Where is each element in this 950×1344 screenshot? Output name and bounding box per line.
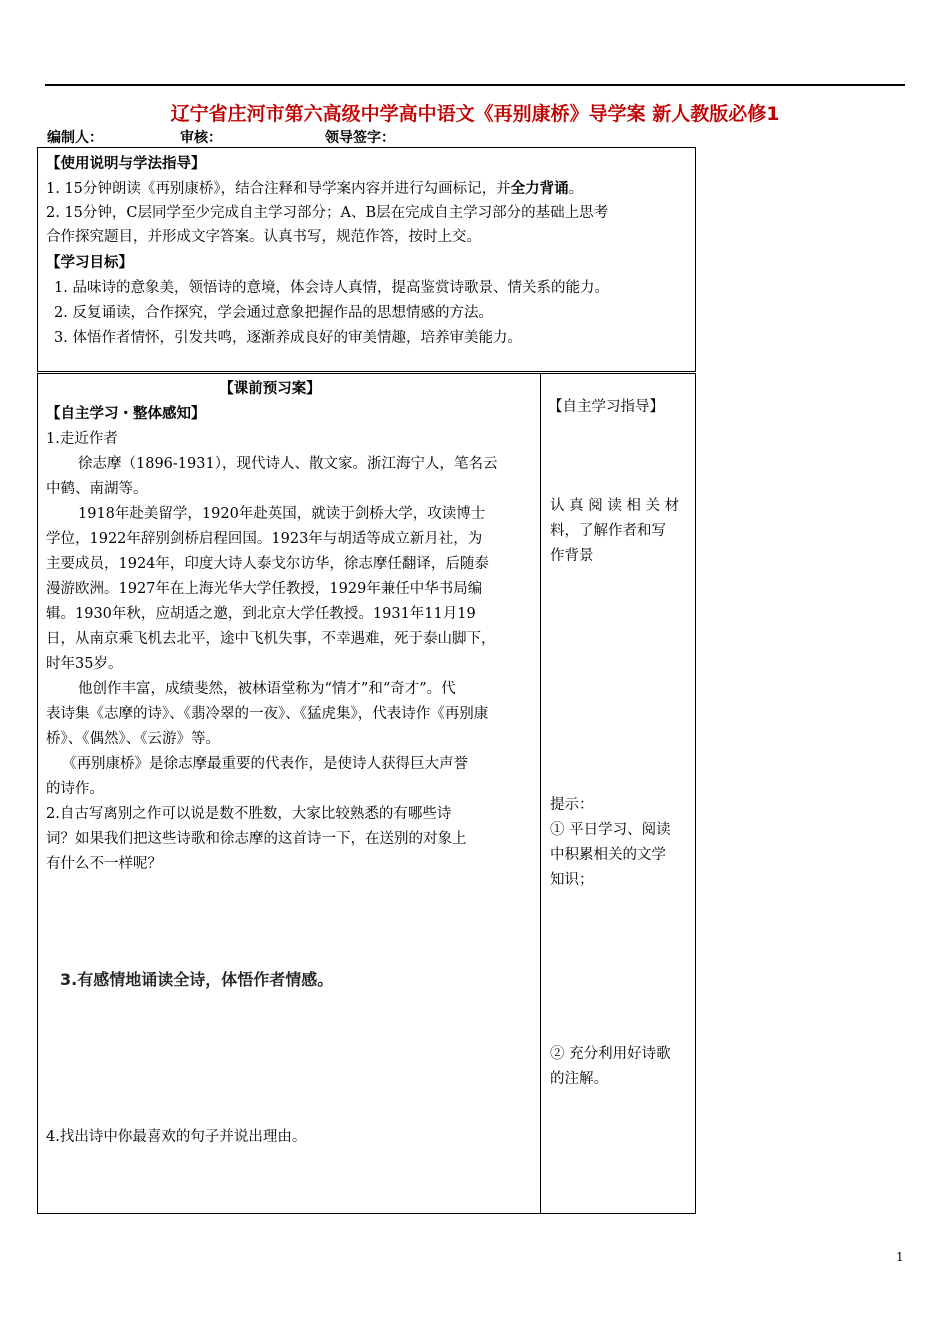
author-bio-line: 学位，1922年辞别剑桥启程回国。1923年与胡适等成立新月社，为	[46, 531, 483, 547]
self-study-heading: 【自主学习・整体感知】	[46, 406, 206, 422]
reviewer-label: 审核：	[180, 130, 222, 146]
author-bio-line: 漫游欧洲。1927年在上海光华大学任教授，1929年兼任中华书局编	[46, 581, 483, 597]
editor-label: 编制人：	[47, 130, 103, 146]
guide-text: 料，了解作者和写	[550, 523, 666, 539]
header-rule	[45, 84, 905, 86]
usage-item-1: 1. 15分钟朗读《再别康桥》，结合注释和导学案内容并进行勾画标记，并全力背诵。	[46, 180, 584, 197]
preview-heading: 【课前预习案】	[219, 381, 321, 397]
column-divider	[540, 373, 541, 1214]
page-number: 1	[896, 1250, 904, 1264]
hint-2: 的注解。	[550, 1071, 608, 1087]
usage-item-2-cont: 合作探究题目，并形成文字答案。认真书写，规范作答，按时上交。	[46, 229, 481, 245]
leader-signature-label: 领导签字：	[325, 130, 395, 146]
author-bio-line: 辑。1930年秋，应胡适之邀，到北京大学任教授。1931年11月19	[46, 606, 476, 622]
author-bio-line: 表诗集《志摩的诗》、《翡冷翠的一夜》、《猛虎集》，代表诗作《再别康	[46, 706, 489, 722]
author-bio-line: 时年35岁。	[46, 656, 123, 672]
question-1: 1.走近作者	[46, 431, 118, 447]
usage-item-2: 2. 15分钟，C层同学至少完成自主学习部分；A、B层在完成自主学习部分的基础上思考	[46, 205, 609, 221]
author-bio-line: 他创作丰富，成绩斐然，被林语堂称为“情才”和“奇才”。代	[78, 681, 456, 697]
question-2-cont: 有什么不一样呢？	[46, 856, 162, 872]
author-bio-line: 徐志摩（1896-1931），现代诗人、散文家。浙江海宁人，笔名云	[78, 456, 498, 472]
author-bio-line: 桥》、《偶然》、《云游》等。	[46, 731, 220, 747]
usage-heading: 【使用说明与学法指导】	[46, 156, 206, 172]
document-title: 辽宁省庄河市第六高级中学高中语文《再别康桥》导学案 新人教版必修1	[170, 103, 780, 125]
question-4: 4.找出诗中你最喜欢的句子并说出理由。	[46, 1129, 307, 1145]
hint-2: ② 充分利用好诗歌	[550, 1046, 671, 1062]
hint-1: 知识；	[550, 872, 594, 888]
author-bio-line: 日，从南京乘飞机去北平，途中飞机失事，不幸遇难，死于泰山脚下，	[46, 631, 496, 647]
hint-label: 提示：	[550, 797, 594, 813]
author-bio-line: 的诗作。	[46, 781, 104, 797]
author-bio-line: 主要成员，1924年，印度大诗人泰戈尔访华，徐志摩任翻译，后随泰	[46, 556, 489, 572]
goal-1: 1. 品味诗的意象美，领悟诗的意境，体会诗人真情，提高鉴赏诗歌景、情关系的能力。	[54, 280, 609, 296]
guide-text: 作背景	[550, 548, 594, 564]
hint-1: 中积累相关的文学	[550, 847, 666, 863]
question-2-cont: 词？如果我们把这些诗歌和徐志摩的这首诗一下，在送别的对象上	[46, 831, 467, 847]
guide-text: 认 真 阅 读 相 关 材	[550, 498, 680, 514]
question-3: 3.有感情地诵读全诗，体悟作者情感。	[60, 970, 334, 989]
goal-2: 2. 反复诵读，合作探究，学会通过意象把握作品的思想情感的方法。	[54, 305, 493, 321]
author-bio-line: 中鹤、南湖等。	[46, 481, 148, 497]
guide-heading: 【自主学习指导】	[548, 399, 664, 415]
question-2: 2.自古写离别之作可以说是数不胜数，大家比较熟悉的有哪些诗	[46, 806, 452, 822]
goals-heading: 【学习目标】	[46, 255, 133, 271]
goal-3: 3. 体悟作者情怀，引发共鸣，逐渐养成良好的审美情趣，培养审美能力。	[54, 330, 522, 346]
hint-1: ① 平日学习、阅读	[550, 822, 671, 838]
author-bio-line: 1918年赴美留学，1920年赴英国，就读于剑桥大学，攻读博士	[78, 506, 486, 522]
author-bio-line: 《再别康桥》是徐志摩最重要的代表作，是使诗人获得巨大声誉	[62, 756, 468, 772]
